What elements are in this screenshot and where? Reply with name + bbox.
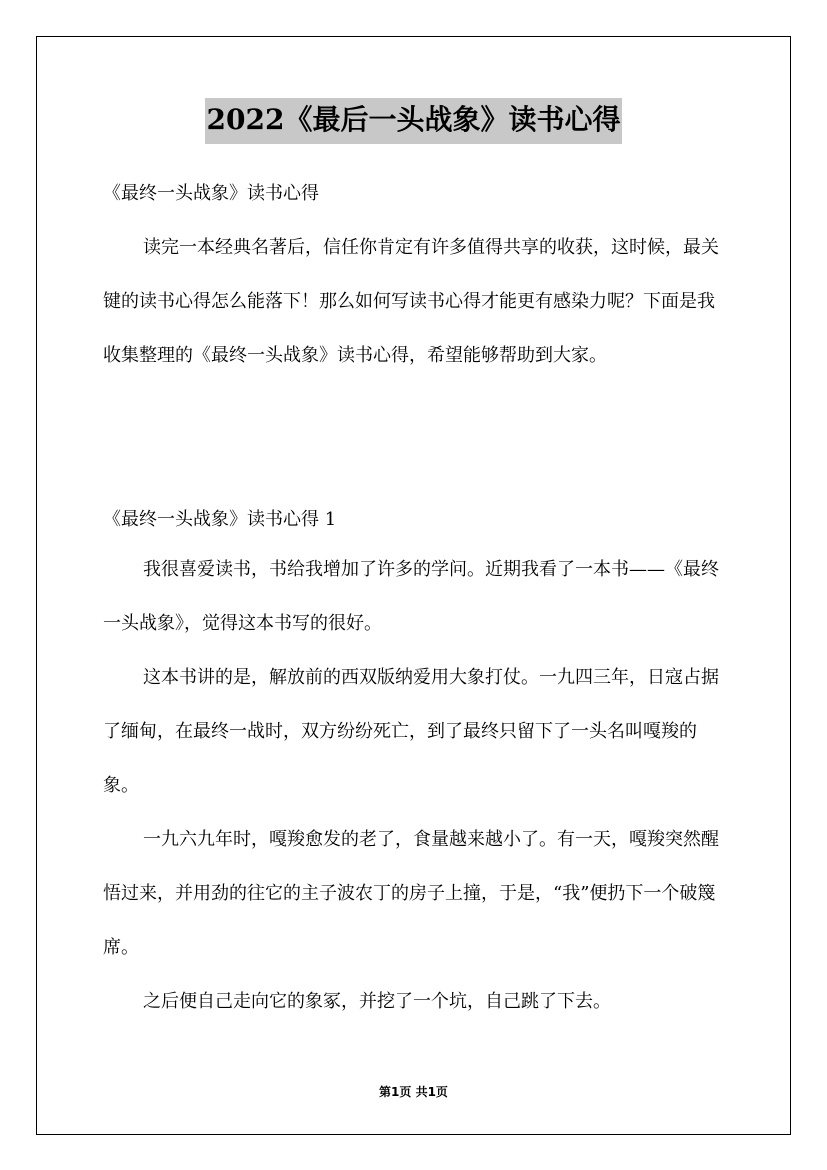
section-heading-main: 《最终一头战象》读书心得 (103, 183, 319, 204)
page-number: 第1页 共1页 (379, 1085, 448, 1099)
section-heading-1: 《最终一头战象》读书心得 1 (103, 509, 337, 530)
document-title: 2022《最后一头战象》读书心得 (205, 98, 623, 144)
paragraph-1: 我很喜爱读书，书给我增加了许多的学问。近期我看了一本书——《最终一头战象》，觉得这本书写的很好。 (103, 559, 719, 634)
page-footer (0, 1083, 827, 1100)
paragraph-4: 之后便自己走向它的象冢，并挖了一个坑，自己跳了下去。 (143, 991, 611, 1012)
title-container (0, 98, 827, 144)
intro-paragraph: 读完一本经典名著后，信任你肯定有许多值得共享的收获，这时候，最关键的读书心得怎么能落下！那么如何写读书心得才能更有感染力呢？下面是我收集整理的《最终一头战象》读书心得，希望能够帮助到大家。 (103, 237, 719, 366)
paragraph-2: 这本书讲的是，解放前的西双版纳爱用大象打仗。一九四三年，日寇占据了缅甸，在最终一战时，双方纷纷死亡，到了最终只留下了一头名叫嘎羧的象。 (103, 667, 719, 796)
paragraph-3: 一九六九年时，嘎羧愈发的老了，食量越来越小了。有一天，嘎羧突然醒悟过来，并用劲的往它的主子波农丁的房子上撞，于是，“我”便扔下一个破篾席。 (103, 829, 719, 958)
